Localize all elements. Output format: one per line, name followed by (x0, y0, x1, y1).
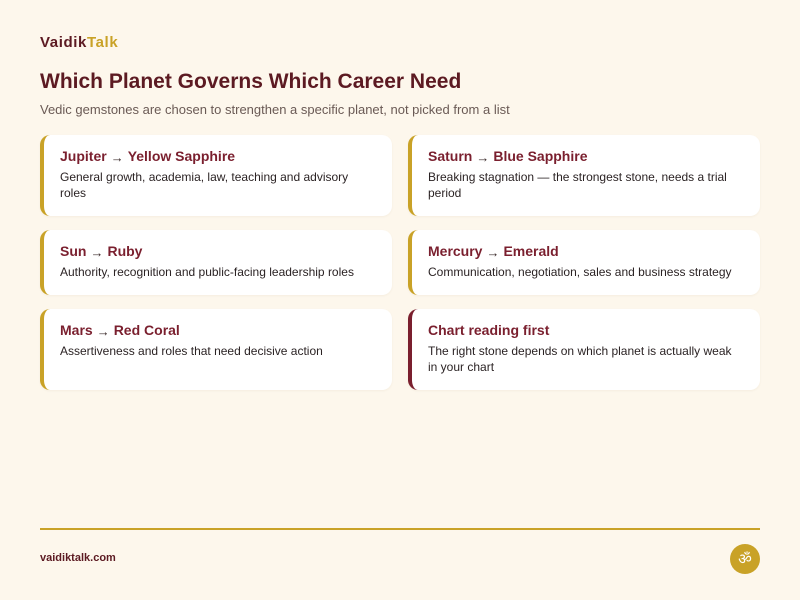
card-heading (428, 243, 744, 259)
arrow-right-icon: → (486, 244, 500, 260)
om-icon: ॐ (730, 544, 760, 574)
card-saturn (408, 135, 760, 216)
footer-url: vaidiktalk.com (40, 552, 116, 564)
card-description: The right stone depends on which planet is actually weak in your chart (428, 344, 732, 374)
card-row (40, 309, 760, 390)
card-description: Assertiveness and roles that need decisive action (60, 344, 323, 358)
stone-name: Emerald (503, 243, 559, 259)
card-jupiter (40, 135, 392, 216)
arrow-right-icon: → (476, 149, 490, 165)
brand-part-1: Vaidik (40, 34, 87, 51)
card-description: Authority, recognition and public-facing leadership roles (60, 265, 354, 279)
page-subtitle: Vedic gemstones are chosen to strengthen a specific planet, not picked from a list (40, 102, 510, 117)
card-chart-reading (408, 309, 760, 390)
card-heading (428, 322, 744, 338)
page-title: Which Planet Governs Which Career Need (40, 70, 462, 93)
arrow-right-icon: → (110, 149, 124, 165)
card-mars (40, 309, 392, 390)
card-heading (60, 243, 376, 259)
card-grid (40, 135, 760, 404)
brand-logo (40, 34, 118, 51)
card-heading (60, 148, 376, 164)
card-heading (60, 322, 376, 338)
card-description: Breaking stagnation — the strongest stone, needs a trial period (428, 170, 727, 200)
arrow-right-icon: → (90, 244, 104, 260)
stone-name: Ruby (107, 243, 143, 259)
card-row (40, 135, 760, 216)
card-heading (428, 148, 744, 164)
footer-divider (40, 528, 760, 530)
planet-name: Mercury (428, 243, 483, 259)
card-sun (40, 230, 392, 295)
planet-name: Saturn (428, 148, 473, 164)
arrow-right-icon: → (96, 323, 110, 339)
card-description: Communication, negotiation, sales and business strategy (428, 265, 732, 279)
planet-name: Mars (60, 322, 93, 338)
card-description: General growth, academia, law, teaching and advisory roles (60, 170, 349, 200)
card-row (40, 230, 760, 295)
stone-name: Red Coral (113, 322, 180, 338)
card-heading-text: Chart reading first (428, 322, 550, 338)
card-mercury (408, 230, 760, 295)
stone-name: Blue Sapphire (493, 148, 588, 164)
planet-name: Sun (60, 243, 87, 259)
brand-part-2: Talk (86, 34, 119, 51)
stone-name: Yellow Sapphire (127, 148, 236, 164)
planet-name: Jupiter (60, 148, 107, 164)
